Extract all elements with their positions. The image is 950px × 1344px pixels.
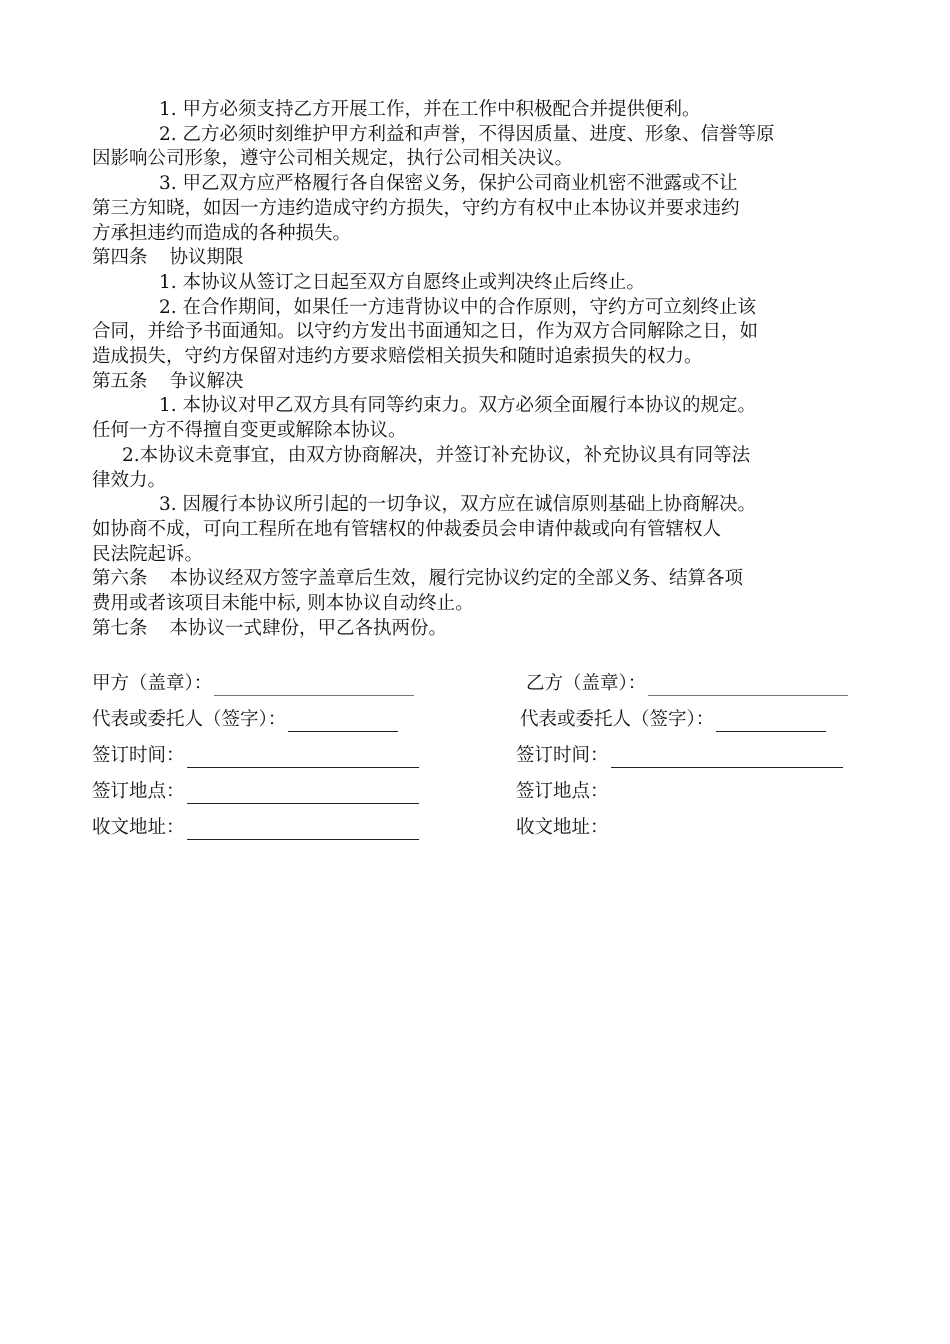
party-a-date bbox=[92, 744, 419, 768]
article-7 bbox=[92, 617, 862, 642]
clause-line: 律效力。 bbox=[92, 469, 167, 491]
clause-line: 如协商不成，可向工程所在地有管辖权的仲裁委员会申请仲裁或向有管辖权人 bbox=[92, 518, 722, 540]
party-b-rep-label: 代表或委托人（签字）： bbox=[520, 709, 715, 730]
date-row bbox=[92, 744, 862, 780]
party-a-seal-field[interactable] bbox=[214, 677, 414, 696]
seal-row bbox=[92, 672, 862, 708]
party-a-seal-label: 甲方（盖章）： bbox=[92, 673, 213, 694]
clause-line: 2. 在合作期间，如果任一方违背协议中的合作原则，守约方可立刻终止该 bbox=[159, 296, 757, 318]
clause-line: 2.本协议未竟事宜，由双方协商解决，并签订补充协议，补充协议具有同等法 bbox=[122, 444, 751, 466]
party-b-seal-label: 乙方（盖章）： bbox=[526, 673, 647, 694]
clause-line: 1. 本协议从签订之日起至双方自愿终止或判决终止后终止。 bbox=[159, 271, 646, 293]
article-4-heading bbox=[92, 246, 862, 271]
party-a-address bbox=[92, 816, 419, 840]
party-a-address-field[interactable] bbox=[187, 821, 419, 840]
article-5-heading bbox=[92, 370, 862, 395]
party-a-representative bbox=[92, 708, 398, 732]
party-a-place-field[interactable] bbox=[187, 785, 419, 804]
article-6 bbox=[92, 567, 862, 592]
article-7-number: 第七条 bbox=[92, 617, 148, 639]
party-a-place-label: 签订地点： bbox=[92, 781, 185, 802]
party-b-date bbox=[516, 744, 843, 768]
article-7-text: 本协议一式肆份，甲乙各执两份。 bbox=[169, 617, 448, 639]
clause-line: 因影响公司形象，遵守公司相关规定，执行公司相关决议。 bbox=[92, 148, 574, 170]
party-a-seal bbox=[92, 672, 414, 696]
representative-row bbox=[92, 708, 862, 744]
clause-line: 1. 本协议对甲乙双方具有同等约束力。双方必须全面履行本协议的规定。 bbox=[159, 395, 757, 417]
address-row bbox=[92, 816, 862, 852]
party-a-date-field[interactable] bbox=[187, 749, 419, 768]
place-row bbox=[92, 780, 862, 816]
party-b-seal-field[interactable] bbox=[648, 677, 848, 696]
party-a-rep-label: 代表或委托人（签字）： bbox=[92, 709, 287, 730]
agreement-body bbox=[92, 98, 862, 641]
clause-line: 2. 乙方必须时刻维护甲方利益和声誉，不得因质量、进度、形象、信誉等原 bbox=[159, 123, 775, 145]
article-5-title: 争议解决 bbox=[169, 370, 244, 392]
clause-line: 3. 甲乙双方应严格履行各自保密义务，保护公司商业机密不泄露或不让 bbox=[159, 173, 738, 195]
clause-line: 费用或者该项目未能中标, 则本协议自动终止。 bbox=[92, 593, 474, 615]
party-b-rep-field[interactable] bbox=[716, 713, 826, 732]
clause-line: 3. 因履行本协议所引起的一切争议，双方应在诚信原则基础上协商解决。 bbox=[159, 494, 757, 516]
clause-line: 造成损失，守约方保留对违约方要求赔偿相关损失和随时追索损失的权力。 bbox=[92, 346, 703, 368]
party-a-rep-field[interactable] bbox=[288, 713, 398, 732]
party-b-date-label: 签订时间： bbox=[516, 745, 609, 766]
party-a-place bbox=[92, 780, 419, 804]
party-b-address bbox=[516, 816, 609, 840]
article-5-number: 第五条 bbox=[92, 370, 148, 392]
party-b-address-label: 收文地址： bbox=[516, 817, 609, 838]
clause-line: 合同，并给予书面通知。以守约方发出书面通知之日，作为双方合同解除之日，如 bbox=[92, 321, 759, 343]
party-a-address-label: 收文地址： bbox=[92, 817, 185, 838]
party-b-place-label: 签订地点： bbox=[516, 781, 609, 802]
article-4-number: 第四条 bbox=[92, 247, 148, 269]
clause-line: 任何一方不得擅自变更或解除本协议。 bbox=[92, 420, 407, 442]
clause-line: 民法院起诉。 bbox=[92, 543, 204, 565]
party-b-seal bbox=[526, 672, 848, 696]
clause-line: 方承担违约而造成的各种损失。 bbox=[92, 222, 352, 244]
clause-line: 第三方知晓，如因一方违约造成守约方损失，守约方有权中止本协议并要求违约 bbox=[92, 197, 740, 219]
clause-line: 1. 甲方必须支持乙方开展工作，并在工作中积极配合并提供便利。 bbox=[159, 99, 701, 120]
party-b-representative bbox=[520, 708, 826, 732]
party-b-date-field[interactable] bbox=[611, 749, 843, 768]
party-a-date-label: 签订时间： bbox=[92, 745, 185, 766]
signature-block bbox=[92, 672, 862, 852]
party-b-place bbox=[516, 780, 609, 804]
article-6-text: 本协议经双方签字盖章后生效，履行完协议约定的全部义务、结算各项 bbox=[169, 568, 744, 590]
article-6-number: 第六条 bbox=[92, 568, 148, 590]
article-4-title: 协议期限 bbox=[169, 247, 244, 269]
